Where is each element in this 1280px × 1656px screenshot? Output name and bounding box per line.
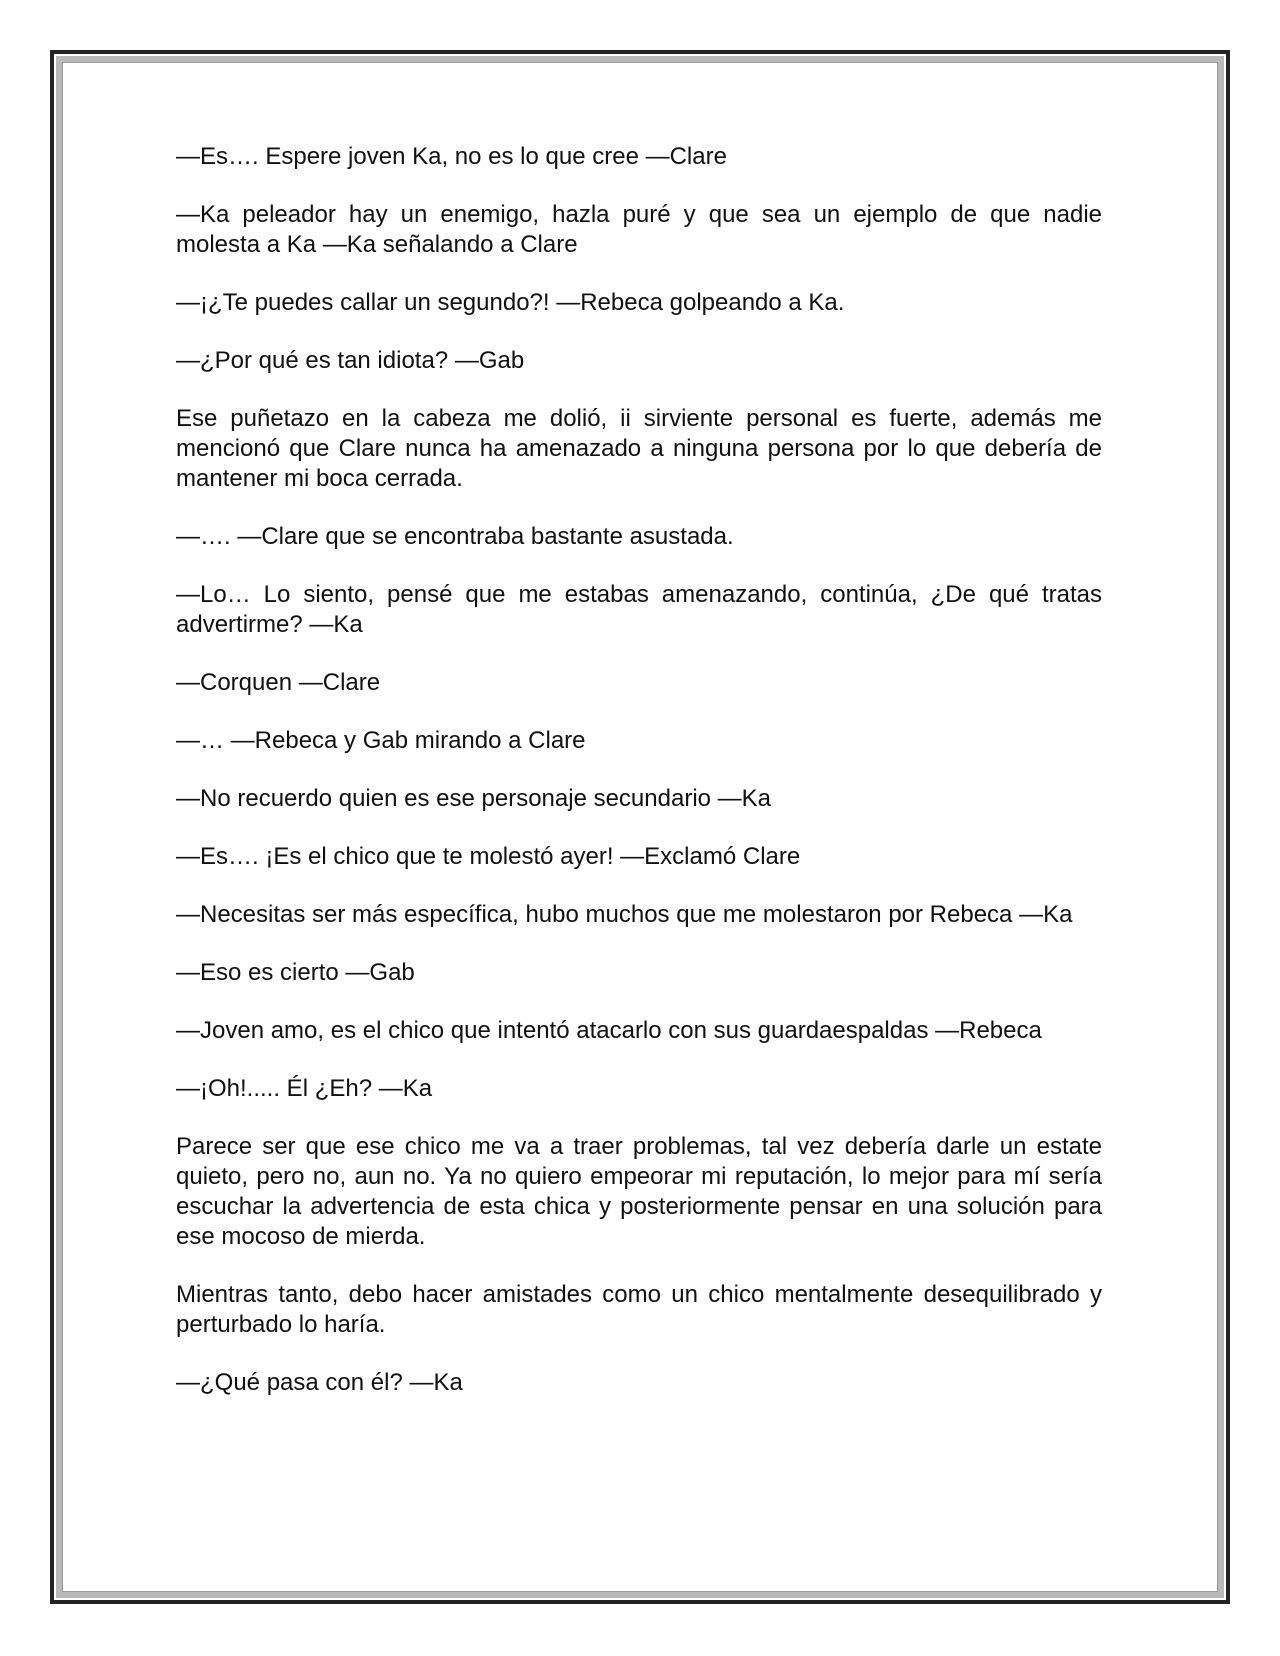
- document-body: [176, 142, 1102, 1426]
- paragraph: —Lo… Lo siento, pensé que me estabas amenazando, continúa, ¿De qué tratas advertirme? —Ka: [176, 581, 1102, 638]
- paragraph: —Eso es cierto —Gab: [176, 959, 415, 986]
- paragraph: Ese puñetazo en la cabeza me dolió, ii sirviente personal es fuerte, además me mencionó que Clare nunca ha amenazado a ninguna persona por lo que debería de mantener mi boca cerrada.: [176, 405, 1102, 492]
- paragraph: —¿Qué pasa con él? —Ka: [176, 1369, 463, 1396]
- paragraph: —¡Oh!..... Él ¿Eh? —Ka: [176, 1075, 433, 1102]
- paragraph: —Necesitas ser más específica, hubo muchos que me molestaron por Rebeca —Ka: [176, 901, 1073, 928]
- paragraph: Parece ser que ese chico me va a traer problemas, tal vez debería darle un estate quieto, pero no, aun no. Ya no quiero empeorar mi reputación, lo mejor para mí sería escuchar la advertencia de esta chica y posteriormente pensar en una solución para ese mocoso de mierda.: [176, 1133, 1102, 1250]
- paragraph: —¿Por qué es tan idiota? —Gab: [176, 347, 525, 374]
- paragraph: —Es…. ¡Es el chico que te molestó ayer! —Exclamó Clare: [176, 843, 801, 870]
- paragraph: —No recuerdo quien es ese personaje secundario —Ka: [176, 785, 772, 812]
- paragraph: —Joven amo, es el chico que intentó atacarlo con sus guardaespaldas —Rebeca: [176, 1017, 1042, 1044]
- paragraph: —Es…. Espere joven Ka, no es lo que cree —Clare: [176, 143, 727, 170]
- paragraph: —… —Rebeca y Gab mirando a Clare: [176, 727, 586, 754]
- paragraph: Mientras tanto, debo hacer amistades como un chico mentalmente desequilibrado y perturbado lo haría.: [176, 1281, 1102, 1338]
- paragraph: —Ka peleador hay un enemigo, hazla puré y que sea un ejemplo de que nadie molesta a Ka —Ka señalando a Clare: [176, 201, 1102, 258]
- paragraph: —¡¿Te puedes callar un segundo?! —Rebeca golpeando a Ka.: [176, 289, 845, 316]
- paragraph: —Corquen —Clare: [176, 669, 381, 696]
- paragraph: —…. —Clare que se encontraba bastante asustada.: [176, 523, 734, 550]
